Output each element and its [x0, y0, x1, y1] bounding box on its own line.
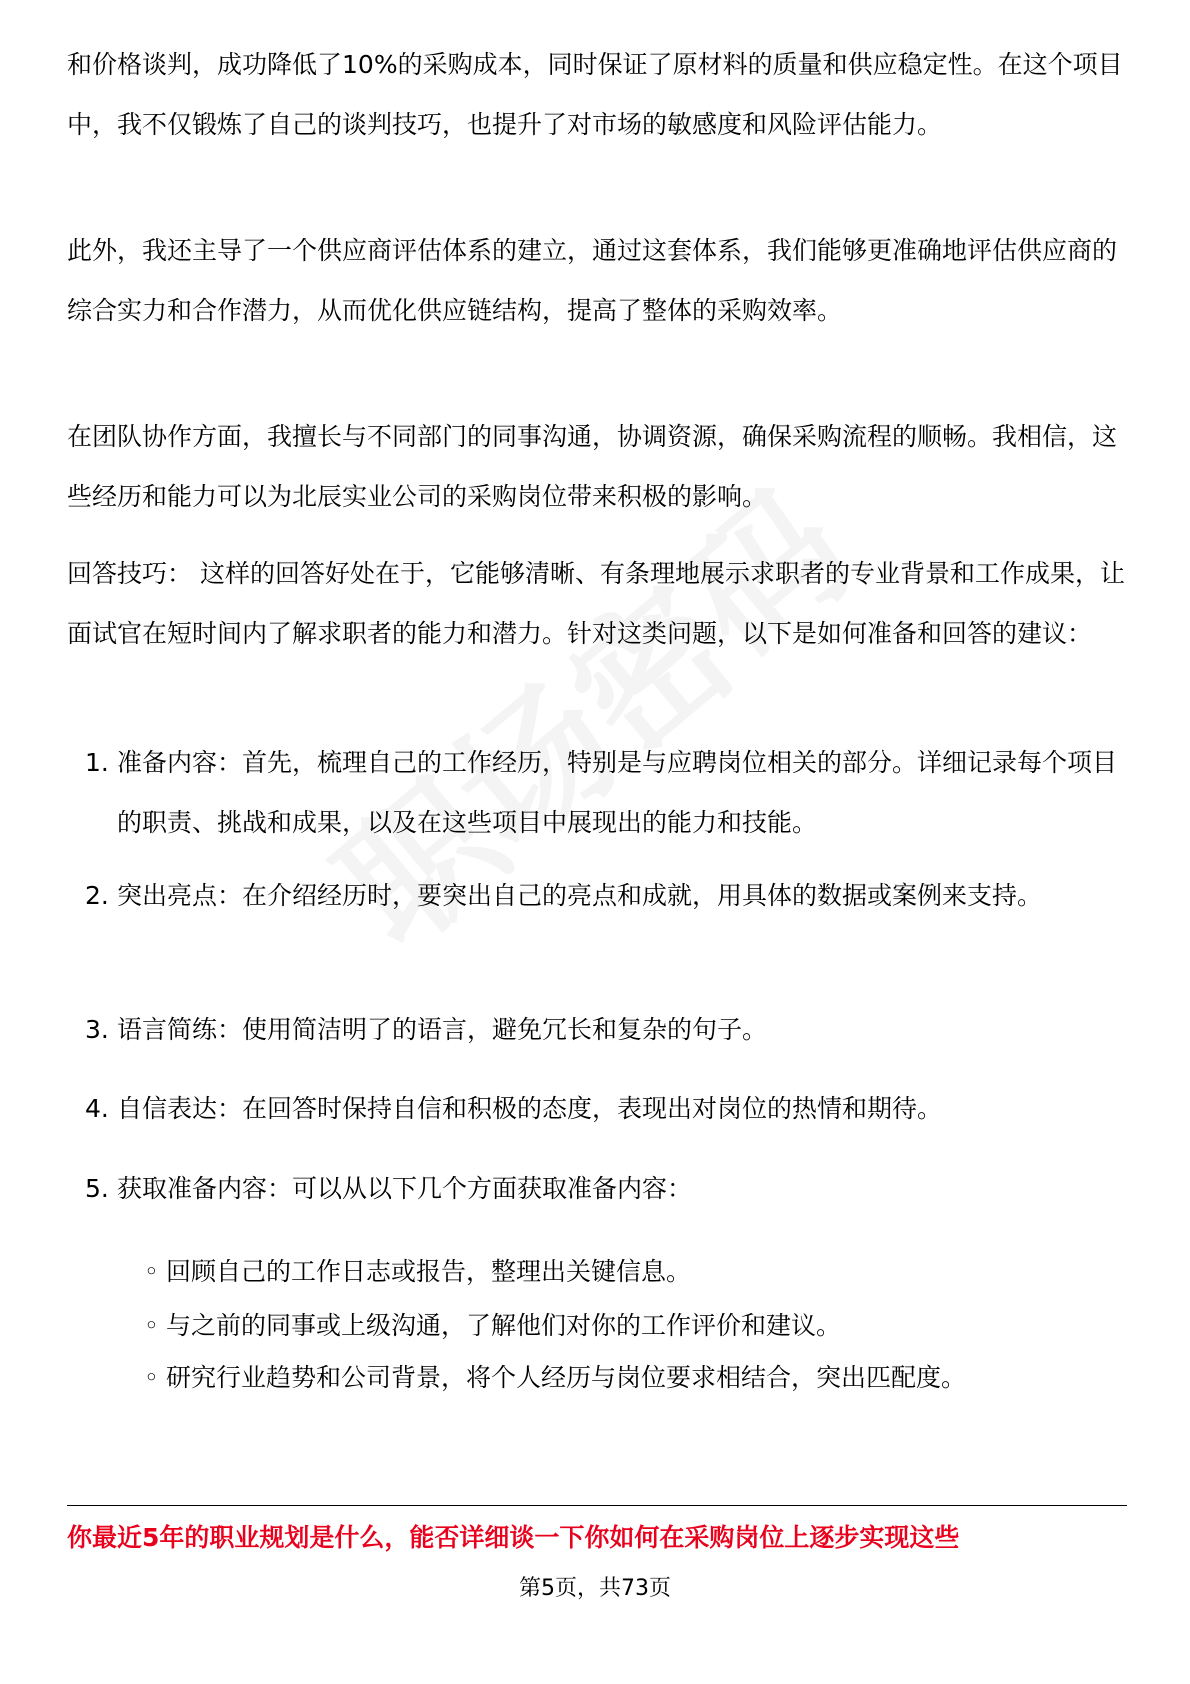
list-item-text: 突出亮点：在介绍经历时，要突出自己的亮点和成就，用具体的数据或案例来支持。 [117, 881, 1043, 910]
list-item [67, 866, 1127, 926]
paragraph-negotiation-result: 和价格谈判，成功降低了10%的采购成本，同时保证了原材料的质量和供应稳定性。在这个项目中，我不仅锻炼了自己的谈判技巧，也提升了对市场的敏感度和风险评估能力。 [67, 50, 1123, 139]
paragraph-teamwork: 在团队协作方面，我擅长与不同部门的同事沟通，协调资源，确保采购流程的顺畅。我相信，这些经历和能力可以为北辰实业公司的采购岗位带来积极的影响。 [67, 422, 1118, 511]
list-item-number: 1. [85, 748, 109, 777]
list-item [67, 733, 1127, 853]
bullet-circle-icon: ◦ [144, 1363, 159, 1392]
page-number: 第5页，共73页 [519, 1576, 671, 1601]
sub-list-item-text: 研究行业趋势和公司背景，将个人经历与岗位要求相结合，突出匹配度。 [166, 1363, 967, 1392]
list-item [67, 1159, 1127, 1219]
bullet-circle-icon: ◦ [144, 1311, 159, 1340]
paragraph-answer-tips: 回答技巧： 这样的回答好处在于，它能够清晰、有条理地展示求职者的专业背景和工作成果，让面试官在短时间内了解求职者的能力和潜力。针对这类问题，以下是如何准备和回答的建议： [67, 559, 1125, 648]
sub-list-item [144, 1252, 1124, 1292]
next-question-heading[interactable]: 你最近5年的职业规划是什么，能否详细谈一下你如何在采购岗位上逐步实现这些 [67, 1523, 960, 1552]
list-item-number: 2. [85, 881, 109, 910]
list-item-text: 自信表达：在回答时保持自信和积极的态度，表现出对岗位的热情和期待。 [117, 1094, 943, 1123]
footer-divider [67, 1505, 1127, 1506]
list-item [67, 1079, 1127, 1139]
paragraph-supplier-evaluation: 此外，我还主导了一个供应商评估体系的建立，通过这套体系，我们能够更准确地评估供应商的综合实力和合作潜力，从而优化供应链结构，提高了整体的采购效率。 [67, 236, 1118, 325]
sub-list-item-text: 回顾自己的工作日志或报告，整理出关键信息。 [166, 1257, 692, 1286]
list-item-text: 准备内容：首先，梳理自己的工作经历，特别是与应聘岗位相关的部分。详细记录每个项目的职责、挑战和成果，以及在这些项目中展现出的能力和技能。 [117, 748, 1118, 837]
list-item-number: 4. [85, 1094, 109, 1123]
sub-list-item [144, 1358, 1124, 1398]
list-item-text: 获取准备内容：可以从以下几个方面获取准备内容： [117, 1174, 693, 1203]
list-item [67, 1000, 1127, 1060]
sub-list-item-text: 与之前的同事或上级沟通，了解他们对你的工作评价和建议。 [166, 1311, 842, 1340]
sub-list-item [144, 1306, 1124, 1346]
list-item-number: 3. [85, 1015, 109, 1044]
bullet-circle-icon: ◦ [144, 1257, 159, 1286]
list-item-number: 5. [85, 1174, 109, 1203]
list-item-text: 语言简练：使用简洁明了的语言，避免冗长和复杂的句子。 [117, 1015, 768, 1044]
